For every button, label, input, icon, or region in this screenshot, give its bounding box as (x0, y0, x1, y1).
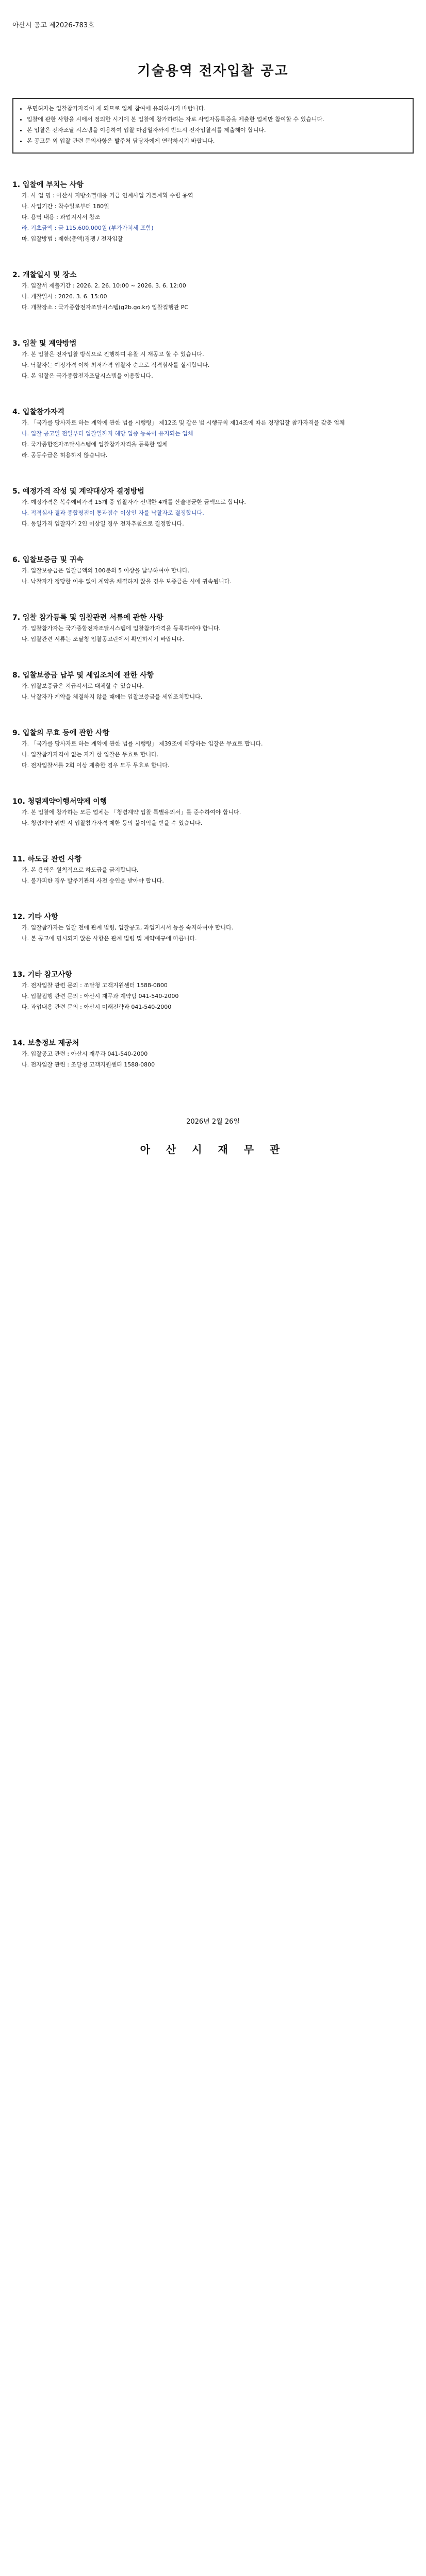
section-title: 2. 개찰일시 및 장소 (12, 271, 77, 279)
section-title: 6. 입찰보증금 및 귀속 (12, 556, 84, 564)
section-4 (12, 406, 414, 460)
notice-number: 아산시 공고 제2026-783호 (12, 22, 94, 29)
issuer-name: 아 산 시 재 무 관 (140, 1143, 286, 1156)
section-3 (12, 338, 414, 381)
section-title: 4. 입찰참가자격 (12, 408, 65, 416)
section-title: 1. 입찰에 부치는 사항 (12, 181, 84, 189)
section-line: 나. 적격심사 결과 종합평점이 통과점수 이상인 자를 낙찰자로 결정합니다. (22, 510, 204, 516)
section-7 (12, 612, 414, 644)
section-line: 나. 낙찰자가 정당한 이유 없이 계약을 체결하지 않을 경우 보증금은 시에 귀속됩니다. (22, 578, 232, 585)
section-title: 9. 입찰의 무효 등에 관한 사항 (12, 729, 110, 737)
section-line: 마. 입찰방법 : 제한(총액)경쟁 / 전자입찰 (22, 235, 123, 242)
section-line: 가. 입찰보증금은 지급각서로 대체할 수 있습니다. (22, 683, 144, 689)
notice-item: • 입찰에 관한 사항을 시에서 정의한 시기에 본 입찰에 참가하려는 자로 사업자등록증을 제출한 업체만 참여할 수 있습니다. (27, 115, 406, 124)
section-line: 가. 「국가를 당사자로 하는 계약에 관한 법률 시행령」 제39조에 해당하는 입찰은 무효로 합니다. (22, 740, 263, 747)
section-title: 13. 기타 참고사항 (12, 971, 72, 979)
section-line: 다. 국가종합전자조달시스템에 입찰참가자격을 등록한 업체 (22, 441, 168, 448)
section-line: 나. 낙찰자는 예정가격 이하 최저가격 입찰자 순으로 적격심사를 실시합니다. (22, 362, 210, 368)
section-13 (12, 969, 414, 1012)
section-line: 다. 용역 내용 : 과업지시서 참조 (22, 214, 101, 221)
section-line: 나. 청렴계약 위반 시 입찰참가자격 제한 등의 불이익을 받을 수 있습니다. (22, 820, 203, 826)
section-line: 가. 예정가격은 복수예비가격 15개 중 입찰자가 선택한 4개를 산술평균한 금액으로 합니다. (22, 499, 246, 505)
section-line: 나. 사업기간 : 착수일로부터 180일 (22, 203, 109, 210)
section-11 (12, 854, 414, 886)
section-6 (12, 554, 414, 586)
section-line: 가. 본 입찰에 참가하는 모든 업체는 「청렴계약 입찰 특별유의서」를 준수하여야 합니다. (22, 809, 241, 816)
section-line: 나. 입찰 공고일 전일부터 입찰일까지 해당 업종 등록이 유지되는 업체 (22, 430, 193, 437)
section-line: 다. 동일가격 입찰자가 2인 이상일 경우 전자추첨으로 결정합니다. (22, 520, 184, 527)
section-line: 가. 입찰보증금은 입찰금액의 100분의 5 이상을 납부하여야 합니다. (22, 567, 190, 574)
section-line: 가. 본 용역은 원칙적으로 하도급을 금지합니다. (22, 867, 139, 873)
section-title: 12. 기타 사항 (12, 913, 58, 921)
section-10 (12, 796, 414, 828)
section-line: 나. 본 공고에 명시되지 않은 사항은 관계 법령 및 계약예규에 따릅니다. (22, 935, 197, 942)
section-title: 5. 예정가격 작성 및 계약대상자 결정방법 (12, 487, 144, 496)
section-line: 나. 입찰집행 관련 문의 : 아산시 재무과 계약팀 041-540-2000 (22, 993, 179, 999)
section-title: 10. 청렴계약이행서약제 이행 (12, 798, 107, 806)
section-12 (12, 911, 414, 943)
section-line: 가. 입찰참가자는 국가종합전자조달시스템에 입찰참가자격을 등록하여야 합니다. (22, 625, 221, 632)
notice-box (12, 98, 414, 154)
section-line: 가. 전자입찰 관련 문의 : 조달청 고객지원센터 1588-0800 (22, 982, 168, 989)
section-line: 나. 입찰참가자격이 없는 자가 한 입찰은 무효로 합니다. (22, 751, 159, 758)
section-line: 다. 개찰장소 : 국가종합전자조달시스템(g2b.go.kr) 입찰집행관 PC (22, 304, 189, 311)
section-line: 가. 사 업 명 : 아산시 지방소멸대응 기금 연계사업 기본계획 수립 용역 (22, 192, 193, 199)
section-line: 라. 기초금액 : 금 115,600,000원 (부가가치세 포함) (22, 225, 154, 231)
section-line: 가. 입찰서 제출기간 : 2026. 2. 26. 10:00 ~ 2026. 3. 6. 12:00 (22, 282, 186, 289)
section-title: 7. 입찰 참가등록 및 입찰관련 서류에 관한 사항 (12, 614, 163, 622)
section-line: 라. 공동수급은 허용하지 않습니다. (22, 452, 108, 459)
section-line: 나. 입찰관련 서류는 조달청 입찰공고란에서 확인하시기 바랍니다. (22, 636, 184, 642)
section-line: 나. 전자입찰 관련 : 조달청 고객지원센터 1588-0800 (22, 1061, 155, 1068)
section-line: 가. 입찰참가자는 입찰 전에 관계 법령, 입찰공고, 과업지시서 등을 숙지하여야 합니다. (22, 924, 234, 931)
notice-item: • 본 입찰은 전자조달 시스템을 이용하여 입찰 마감일자까지 반드시 전자입찰서를 제출해야 합니다. (27, 126, 406, 135)
section-title: 14. 보충정보 제공처 (12, 1039, 79, 1047)
notice-page (12, 20, 414, 2576)
section-5 (12, 486, 414, 529)
page-title: 기술용역 전자입찰 공고 (137, 63, 289, 79)
section-9 (12, 727, 414, 770)
section-title: 11. 하도급 관련 사항 (12, 855, 82, 863)
notice-item: • 무면허자는 입찰참가자격이 제 되므로 업체 참여에 유의하시기 바랍니다. (27, 104, 406, 113)
section-title: 8. 입찰보증금 납부 및 세입조치에 관한 사항 (12, 671, 154, 680)
section-line: 가. 입찰공고 관련 : 아산시 재무과 041-540-2000 (22, 1050, 148, 1057)
issue-date: 2026년 2월 26일 (186, 1118, 240, 1126)
section-line: 가. 본 입찰은 전자입찰 방식으로 진행하며 유찰 시 재공고 할 수 있습니다. (22, 351, 204, 358)
section-line: 다. 전자입찰서를 2회 이상 제출한 경우 모두 무효로 합니다. (22, 762, 170, 769)
section-2 (12, 269, 414, 312)
section-line: 나. 불가피한 경우 발주기관의 사전 승인을 받아야 합니다. (22, 877, 164, 884)
section-line: 나. 개찰일시 : 2026. 3. 6. 15:00 (22, 293, 107, 300)
section-8 (12, 670, 414, 702)
section-line: 다. 과업내용 관련 문의 : 아산시 미래전략과 041-540-2000 (22, 1004, 172, 1010)
section-title: 3. 입찰 및 계약방법 (12, 340, 77, 348)
section-14 (12, 1038, 414, 1070)
section-line: 다. 본 입찰은 국가종합전자조달시스템을 이용합니다. (22, 372, 153, 379)
section-line: 가. 「국가를 당사자로 하는 계약에 관한 법률 시행령」 제12조 및 같은 법 시행규칙 제14조에 따른 경쟁입찰 참가자격을 갖춘 업체 (22, 419, 345, 426)
section-line: 나. 낙찰자가 계약을 체결하지 않을 때에는 입찰보증금을 세입조치합니다. (22, 693, 203, 700)
notice-item: • 본 공고문 외 입찰 관련 문의사항은 발주처 담당자에게 연락하시기 바랍니다. (27, 137, 406, 146)
section-1 (12, 179, 414, 244)
